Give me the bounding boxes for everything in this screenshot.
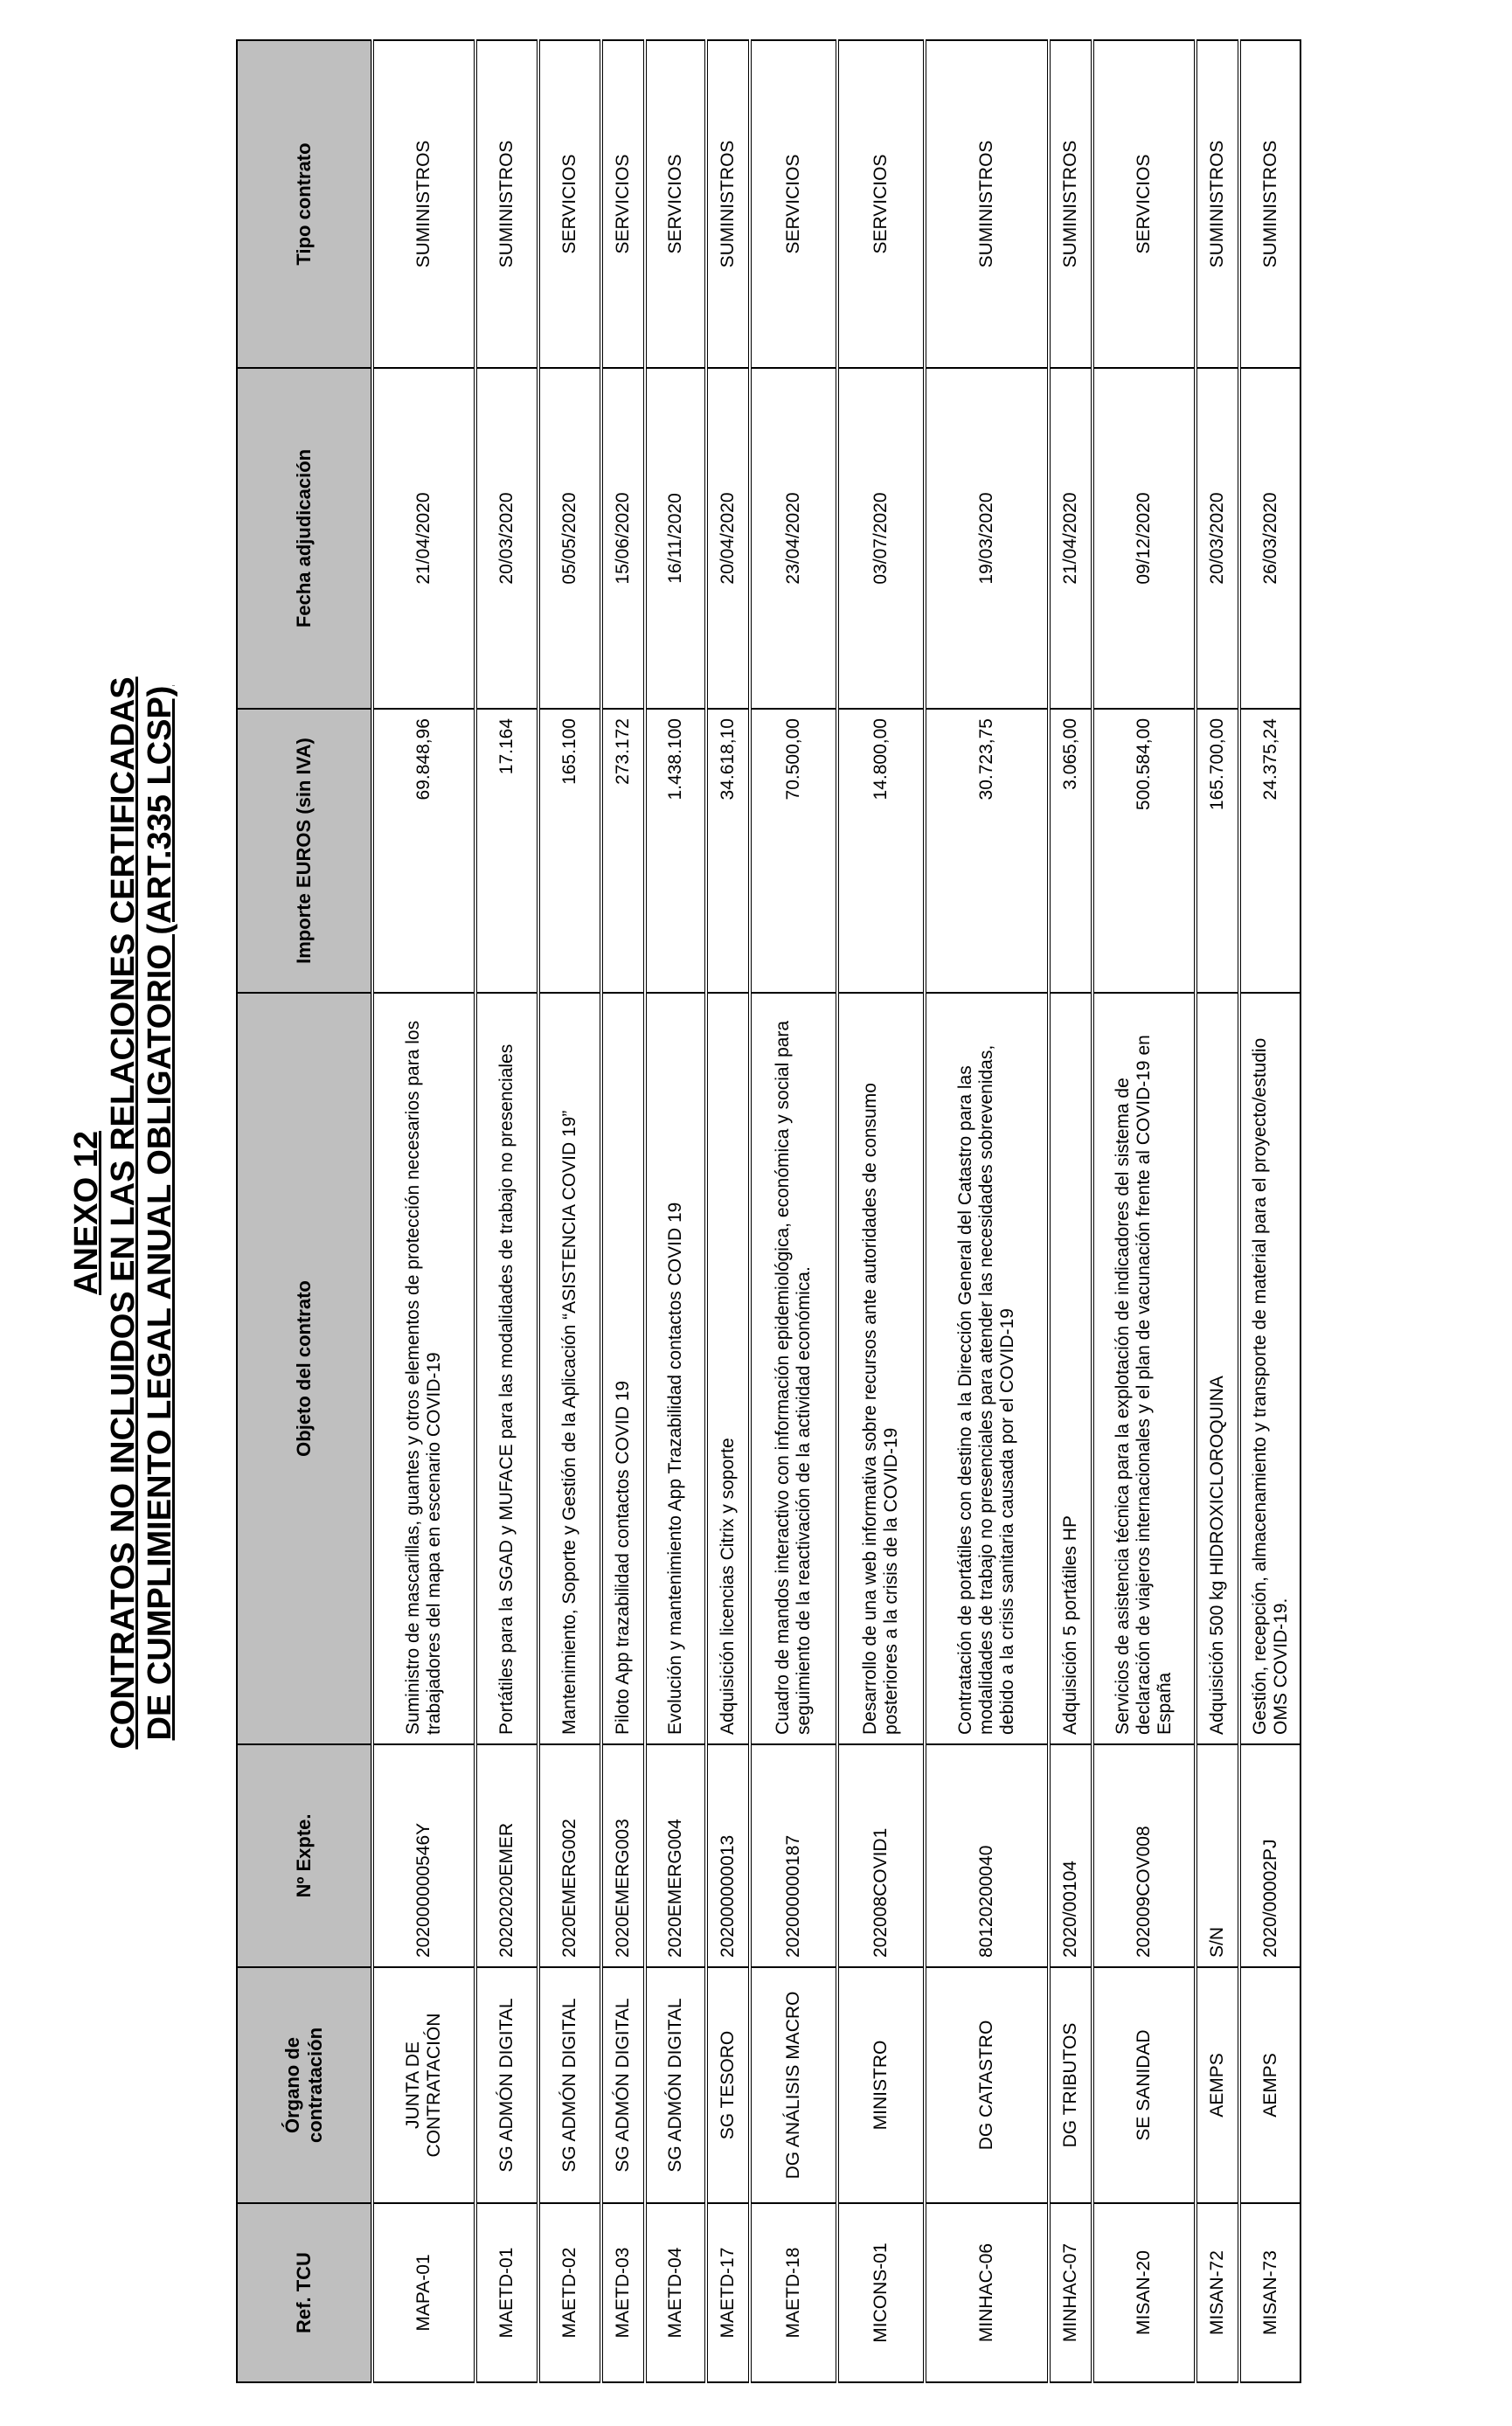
tipo-cell: SERVICIOS — [837, 40, 925, 368]
expte-cell: 80120200040 — [925, 1744, 1049, 1967]
table-body — [372, 40, 1300, 2382]
objeto-cell: Suministro de mascarillas, guantes y otros elementos de protección necesarios para los trabajadores del mapa en escenario COVID-19 — [372, 993, 475, 1744]
organo-cell: AEMPS — [1196, 1967, 1239, 2203]
table-row — [645, 40, 706, 2382]
objeto-cell: Cuadro de mandos interactivo con información epidemiológica, económica y social para seguimiento de la reactivación de la actividad económica. — [750, 993, 837, 1744]
fecha-cell: 05/05/2020 — [538, 368, 601, 709]
importe-cell: 34.618,10 — [706, 709, 750, 993]
organo-cell: SG ADMÓN DIGITAL — [645, 1967, 706, 2203]
fecha-cell: 21/04/2020 — [1049, 368, 1092, 709]
column-header-importe: Importe EUROS (sin IVA) — [237, 709, 372, 993]
column-header-tipo: Tipo contrato — [237, 40, 372, 368]
tipo-cell: SERVICIOS — [538, 40, 601, 368]
importe-cell: 30.723,75 — [925, 709, 1049, 993]
contracts-table — [236, 39, 1301, 2383]
fecha-cell: 20/04/2020 — [706, 368, 750, 709]
table-row — [750, 40, 837, 2382]
importe-cell: 70.500,00 — [750, 709, 837, 993]
objeto-cell: Piloto App trazabilidad contactos COVID 19 — [601, 993, 645, 1744]
table-row — [538, 40, 601, 2382]
objeto-cell: Adquisición licencias Citrix y soporte — [706, 993, 750, 1744]
importe-cell: 500.584,00 — [1092, 709, 1196, 993]
tipo-cell: SUMINISTROS — [475, 40, 538, 368]
tipo-cell: SERVICIOS — [645, 40, 706, 368]
importe-cell: 165.100 — [538, 709, 601, 993]
organo-cell: AEMPS — [1239, 1967, 1300, 2203]
table-row — [925, 40, 1049, 2382]
fecha-cell: 20/03/2020 — [475, 368, 538, 709]
tipo-cell: SERVICIOS — [750, 40, 837, 368]
organo-cell: SG ADMÓN DIGITAL — [601, 1967, 645, 2203]
importe-cell: 165.700,00 — [1196, 709, 1239, 993]
expte-cell: 2020EMERG003 — [601, 1744, 645, 1967]
ref-cell: MISAN-73 — [1239, 2203, 1300, 2382]
organo-cell: MINISTRO — [837, 1967, 925, 2203]
organo-cell: SG TESORO — [706, 1967, 750, 2203]
organo-cell: DG CATASTRO — [925, 1967, 1049, 2203]
objeto-cell: Contratación de portátiles con destino a la Dirección General del Catastro para las modalidades de trabajo no presenciales para atender las necesidades sobrevenidas, debido a la crisis sanitaria causada por el COVID-19 — [925, 993, 1049, 1744]
expte-cell: 202009COV008 — [1092, 1744, 1196, 1967]
objeto-cell: Gestión, recepción, almacenamiento y transporte de material para el proyecto/estudio OMS COVID-19. — [1239, 993, 1300, 1744]
fecha-cell: 20/03/2020 — [1196, 368, 1239, 709]
expte-cell: 2020EMERG002 — [538, 1744, 601, 1967]
expte-cell: S/N — [1196, 1744, 1239, 1967]
organo-cell: SG ADMÓN DIGITAL — [475, 1967, 538, 2203]
organo-cell: SG ADMÓN DIGITAL — [538, 1967, 601, 2203]
importe-cell: 1.438.100 — [645, 709, 706, 993]
fecha-cell: 21/04/2020 — [372, 368, 475, 709]
table-row — [372, 40, 475, 2382]
importe-cell: 69.848,96 — [372, 709, 475, 993]
fecha-cell: 23/04/2020 — [750, 368, 837, 709]
tipo-cell: SUMINISTROS — [1196, 40, 1239, 368]
fecha-cell: 19/03/2020 — [925, 368, 1049, 709]
tipo-cell: SUMINISTROS — [1049, 40, 1092, 368]
column-header-organo: Órgano de contratación — [237, 1967, 372, 2203]
table-row — [1196, 40, 1239, 2382]
organo-cell: SE SANIDAD — [1092, 1967, 1196, 2203]
annex-title: ANEXO 12 — [68, 1131, 105, 1295]
ref-cell: MISAN-20 — [1092, 2203, 1196, 2382]
tipo-cell: SUMINISTROS — [706, 40, 750, 368]
ref-cell: MAETD-18 — [750, 2203, 837, 2382]
expte-cell: 202008COVID1 — [837, 1744, 925, 1967]
objeto-cell: Evolución y mantenimiento App Trazabilidad contactos COVID 19 — [645, 993, 706, 1744]
importe-cell: 17.164 — [475, 709, 538, 993]
table-header-row — [237, 40, 372, 2382]
expte-cell: 202000000546Y — [372, 1744, 475, 1967]
fecha-cell: 16/11/2020 — [645, 368, 706, 709]
fecha-cell: 15/06/2020 — [601, 368, 645, 709]
table-row — [706, 40, 750, 2382]
tipo-cell: SERVICIOS — [1092, 40, 1196, 368]
importe-cell: 24.375,24 — [1239, 709, 1300, 993]
importe-cell: 14.800,00 — [837, 709, 925, 993]
expte-cell: 20202020EMER — [475, 1744, 538, 1967]
tipo-cell: SUMINISTROS — [925, 40, 1049, 368]
column-header-expte: Nº Expte. — [237, 1744, 372, 1967]
tipo-cell: SUMINISTROS — [1239, 40, 1300, 368]
expte-cell: 2020/00002PJ — [1239, 1744, 1300, 1967]
objeto-cell: Desarrollo de una web informativa sobre recursos ante autoridades de consumo posteriores a la crisis de la COVID-19 — [837, 993, 925, 1744]
objeto-cell: Adquisición 500 kg HIDROXICLOROQUINA — [1196, 993, 1239, 1744]
column-header-ref: Ref. TCU — [237, 2203, 372, 2382]
ref-cell: MINHAC-07 — [1049, 2203, 1092, 2382]
table-row — [1092, 40, 1196, 2382]
expte-cell: 2020EMERG004 — [645, 1744, 706, 1967]
table-row — [837, 40, 925, 2382]
table-row — [1239, 40, 1300, 2382]
ref-cell: MAETD-17 — [706, 2203, 750, 2382]
objeto-cell: Adquisición 5 portátiles HP — [1049, 993, 1092, 1744]
expte-cell: 202000000187 — [750, 1744, 837, 1967]
ref-cell: MAETD-02 — [538, 2203, 601, 2382]
table-row — [1049, 40, 1092, 2382]
ref-cell: MAETD-03 — [601, 2203, 645, 2382]
table-row — [475, 40, 538, 2382]
organo-cell: DG TRIBUTOS — [1049, 1967, 1092, 2203]
fecha-cell: 03/07/2020 — [837, 368, 925, 709]
ref-cell: MAETD-01 — [475, 2203, 538, 2382]
objeto-cell: Mantenimiento, Soporte y Gestión de la Aplicación “ASISTENCIA COVID 19” — [538, 993, 601, 1744]
fecha-cell: 09/12/2020 — [1092, 368, 1196, 709]
table-row — [601, 40, 645, 2382]
objeto-cell: Servicios de asistencia técnica para la explotación de indicadores del sistema de declaración de viajeros internacionales y el plan de vacunación frente al COVID-19 en España — [1092, 993, 1196, 1744]
expte-cell: 2020/00104 — [1049, 1744, 1092, 1967]
column-header-fecha: Fecha adjudicación — [237, 368, 372, 709]
tipo-cell: SUMINISTROS — [372, 40, 475, 368]
tipo-cell: SERVICIOS — [601, 40, 645, 368]
ref-cell: MISAN-72 — [1196, 2203, 1239, 2382]
annex-subtitle-line-1: CONTRATOS NO INCLUIDOS EN LAS RELACIONES CERTIFICADAS — [105, 676, 142, 1750]
ref-cell: MAPA-01 — [372, 2203, 475, 2382]
ref-cell: MICONS-01 — [837, 2203, 925, 2382]
expte-cell: 202000000013 — [706, 1744, 750, 1967]
organo-cell: DG ANÁLISIS MACRO — [750, 1967, 837, 2203]
column-header-objeto: Objeto del contrato — [237, 993, 372, 1744]
title-block — [68, 0, 178, 2426]
importe-cell: 273.172 — [601, 709, 645, 993]
organo-cell: JUNTA DE CONTRATACIÓN — [372, 1967, 475, 2203]
fecha-cell: 26/03/2020 — [1239, 368, 1300, 709]
importe-cell: 3.065,00 — [1049, 709, 1092, 993]
annex-subtitle-line-2: DE CUMPLIMIENTO LEGAL ANUAL OBLIGATORIO (ART.335 LCSP) — [142, 685, 178, 1741]
objeto-cell: Portátiles para la SGAD y MUFACE para las modalidades de trabajo no presenciales — [475, 993, 538, 1744]
ref-cell: MINHAC-06 — [925, 2203, 1049, 2382]
ref-cell: MAETD-04 — [645, 2203, 706, 2382]
